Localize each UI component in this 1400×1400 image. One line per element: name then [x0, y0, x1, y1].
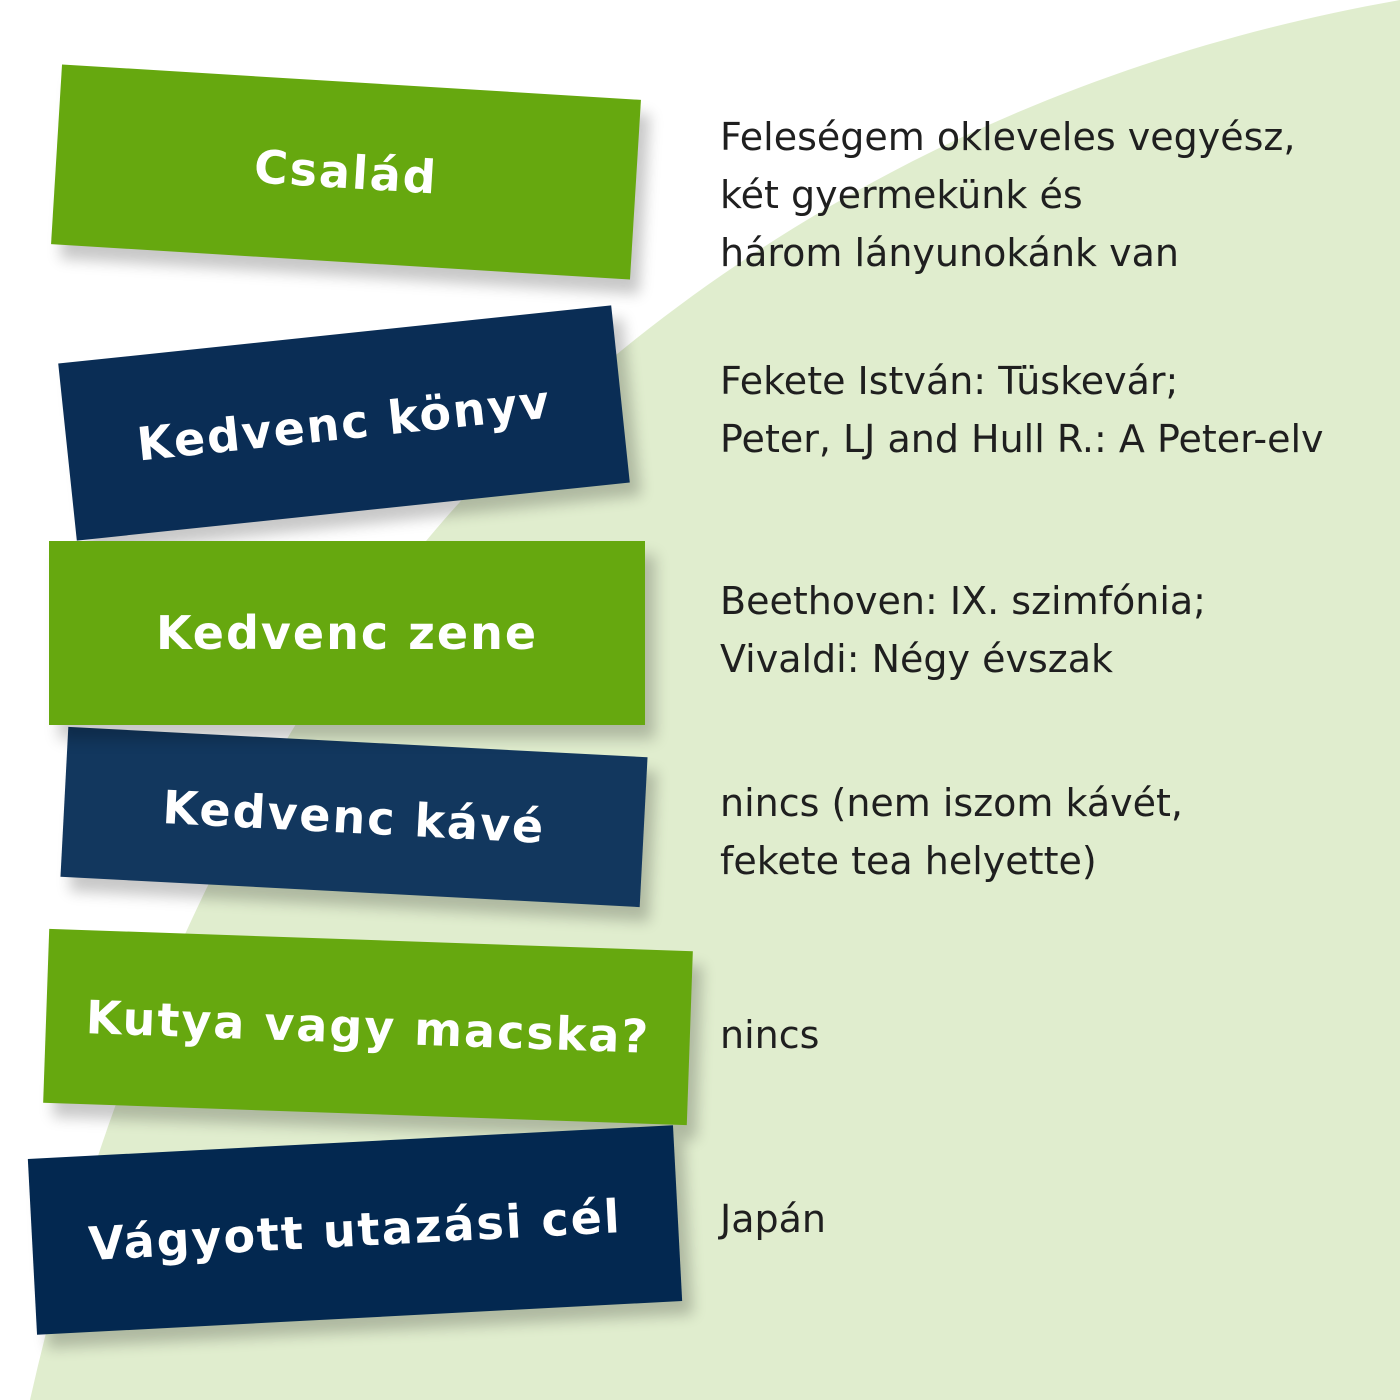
answer-dog-or-cat: nincs — [720, 1013, 820, 1057]
label-card-favorite-coffee — [60, 727, 647, 907]
answer-favorite-coffee: nincs (nem iszom kávét, fekete tea helyette) — [720, 781, 1183, 883]
answer-dream-destination: Japán — [720, 1197, 826, 1241]
label-favorite-music: Kedvenc zene — [155, 606, 539, 660]
label-favorite-book: Kedvenc könyv — [134, 374, 554, 472]
label-card-favorite-music — [49, 541, 645, 725]
answer-family: Feleségem okleveles vegyész, két gyermekünk és három lányunokánk van — [720, 115, 1296, 275]
answer-favorite-music: Beethoven: IX. szimfónia; Vivaldi: Négy évszak — [720, 579, 1206, 681]
label-card-dog-or-cat — [43, 929, 693, 1125]
label-favorite-coffee: Kedvenc kávé — [161, 780, 547, 854]
label-family: Család — [252, 139, 440, 205]
label-dream-destination: Vágyott utazási cél — [87, 1189, 623, 1271]
label-card-dream-destination — [28, 1125, 682, 1335]
answer-favorite-book: Fekete István: Tüskevár; Peter, LJ and Hull R.: A Peter-elv — [720, 359, 1324, 461]
label-dog-or-cat: Kutya vagy macska? — [84, 990, 652, 1064]
label-card-family — [51, 64, 641, 279]
